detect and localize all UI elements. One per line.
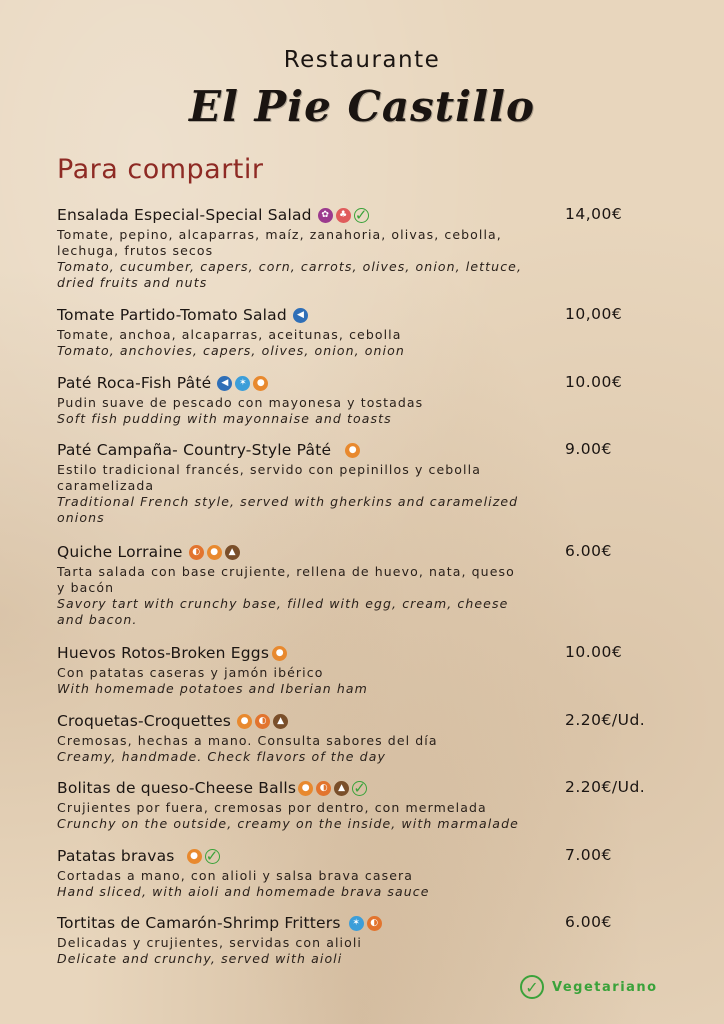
egg-icon: ● bbox=[207, 545, 222, 560]
restaurant-subtitle: Restaurante bbox=[283, 47, 441, 73]
item-price: 6.00€ bbox=[565, 542, 612, 560]
item-description-en: Crunchy on the outside, creamy on the inside, with marmalade bbox=[57, 816, 519, 831]
item-name: Tortitas de Camarón-Shrimp Fritters bbox=[57, 914, 341, 932]
egg-icon: ● bbox=[237, 714, 252, 729]
lactose-icon: ◐ bbox=[255, 714, 270, 729]
item-description-es: Tarta salada con base crujiente, rellena de huevo, nata, queso y bacón bbox=[57, 564, 515, 595]
egg-icon: ● bbox=[298, 781, 313, 796]
item-description-en: Hand sliced, with aioli and homemade brava sauce bbox=[57, 884, 430, 899]
mustard-icon: ▲ bbox=[334, 781, 349, 796]
item-description-en: Tomato, anchovies, capers, olives, onion, onion bbox=[57, 343, 405, 358]
item-description-es: Crujientes por fuera, cremosas por dentro, con mermelada bbox=[57, 800, 487, 815]
egg-icon: ● bbox=[253, 376, 268, 391]
item-name: Huevos Rotos-Broken Eggs bbox=[57, 644, 270, 662]
fish-icon: ◀ bbox=[217, 376, 232, 391]
vegetarian-icon: ✓ bbox=[520, 975, 544, 999]
item-price: 6.00€ bbox=[565, 913, 612, 931]
item-price: 9.00€ bbox=[565, 440, 612, 458]
item-price: 2.20€/Ud. bbox=[565, 711, 646, 729]
vegetarian-icon: ✓ bbox=[354, 205, 368, 224]
item-price: 7.00€ bbox=[565, 846, 612, 864]
item-description-es: Cremosas, hechas a mano. Consulta sabores del día bbox=[57, 733, 438, 748]
item-description-es: Tomate, anchoa, alcaparras, aceitunas, cebolla bbox=[57, 327, 402, 342]
restaurant-name: El Pie Castillo bbox=[188, 82, 536, 131]
item-price: 10,00€ bbox=[565, 305, 623, 323]
vegetarian-icon: ✓ bbox=[205, 846, 219, 865]
vegetarian-legend bbox=[520, 975, 658, 999]
menu-item bbox=[57, 205, 657, 291]
item-price: 2.20€/Ud. bbox=[565, 778, 646, 796]
item-description-en: Delicate and crunchy, served with aioli bbox=[57, 951, 343, 966]
item-description-es: Con patatas caseras y jamón ibérico bbox=[57, 665, 324, 680]
menu-item bbox=[57, 643, 657, 697]
menu-item bbox=[57, 305, 657, 359]
item-description-en: Savory tart with crunchy base, filled with egg, cream, cheese and bacon. bbox=[57, 596, 509, 627]
item-name: Tomate Partido-Tomato Salad bbox=[57, 306, 287, 324]
item-description-en: Creamy, handmade. Check flavors of the day bbox=[57, 749, 386, 764]
item-name: Paté Campaña- Country-Style Pâté bbox=[57, 441, 332, 459]
menu-item bbox=[57, 711, 657, 765]
item-name: Paté Roca-Fish Pâté bbox=[57, 374, 212, 392]
item-description-es: Estilo tradicional francés, servido con pepinillos y cebolla caramelizada bbox=[57, 462, 481, 493]
legend-label: Vegetariano bbox=[552, 979, 658, 995]
sulfite-icon: ✿ bbox=[318, 208, 333, 223]
item-name: Ensalada Especial-Special Salad bbox=[57, 206, 312, 224]
vegetarian-icon: ✓ bbox=[353, 778, 366, 797]
item-price: 10.00€ bbox=[565, 643, 623, 661]
menu-item bbox=[57, 846, 657, 900]
item-description-es: Delicadas y crujientes, servidas con alioli bbox=[57, 935, 362, 950]
mustard-icon: ▲ bbox=[225, 545, 240, 560]
item-price: 14,00€ bbox=[565, 205, 623, 223]
item-description-en: Traditional French style, served with gherkins and caramelized onions bbox=[57, 494, 519, 525]
menu-item bbox=[57, 913, 657, 967]
crustacean-icon: ✶ bbox=[235, 376, 250, 391]
menu-item bbox=[57, 373, 657, 427]
fish-icon: ◀ bbox=[293, 308, 308, 323]
mustard-icon: ▲ bbox=[273, 714, 288, 729]
celery-icon: ♣ bbox=[336, 208, 351, 223]
menu-item bbox=[57, 542, 657, 628]
lactose-icon: ◐ bbox=[316, 781, 331, 796]
item-price: 10.00€ bbox=[565, 373, 623, 391]
section-title: Para compartir bbox=[57, 154, 264, 185]
item-name: Patatas bravas bbox=[57, 847, 175, 865]
item-description-en: With homemade potatoes and Iberian ham bbox=[57, 681, 368, 696]
egg-icon: ● bbox=[187, 849, 202, 864]
egg-icon: ● bbox=[272, 646, 287, 661]
item-description-es: Tomate, pepino, alcaparras, maíz, zanahoria, olivas, cebolla, lechuga, frutos secos bbox=[57, 227, 502, 258]
menu-item bbox=[57, 440, 657, 526]
lactose-icon: ◐ bbox=[189, 545, 204, 560]
item-name: Quiche Lorraine bbox=[57, 543, 183, 561]
menu-item bbox=[57, 778, 657, 832]
item-description-en: Tomato, cucumber, capers, corn, carrots, olives, onion, lettuce, dried fruits and nuts bbox=[57, 259, 523, 290]
egg-icon: ● bbox=[345, 443, 360, 458]
item-description-es: Cortadas a mano, con alioli y salsa brava casera bbox=[57, 868, 413, 883]
item-name: Croquetas-Croquettes bbox=[57, 712, 232, 730]
item-name: Bolitas de queso-Cheese Balls bbox=[57, 779, 297, 797]
lactose-icon: ◐ bbox=[367, 916, 382, 931]
crustacean-icon: ✶ bbox=[349, 916, 364, 931]
item-description-en: Soft fish pudding with mayonnaise and toasts bbox=[57, 411, 392, 426]
item-description-es: Pudin suave de pescado con mayonesa y tostadas bbox=[57, 395, 424, 410]
